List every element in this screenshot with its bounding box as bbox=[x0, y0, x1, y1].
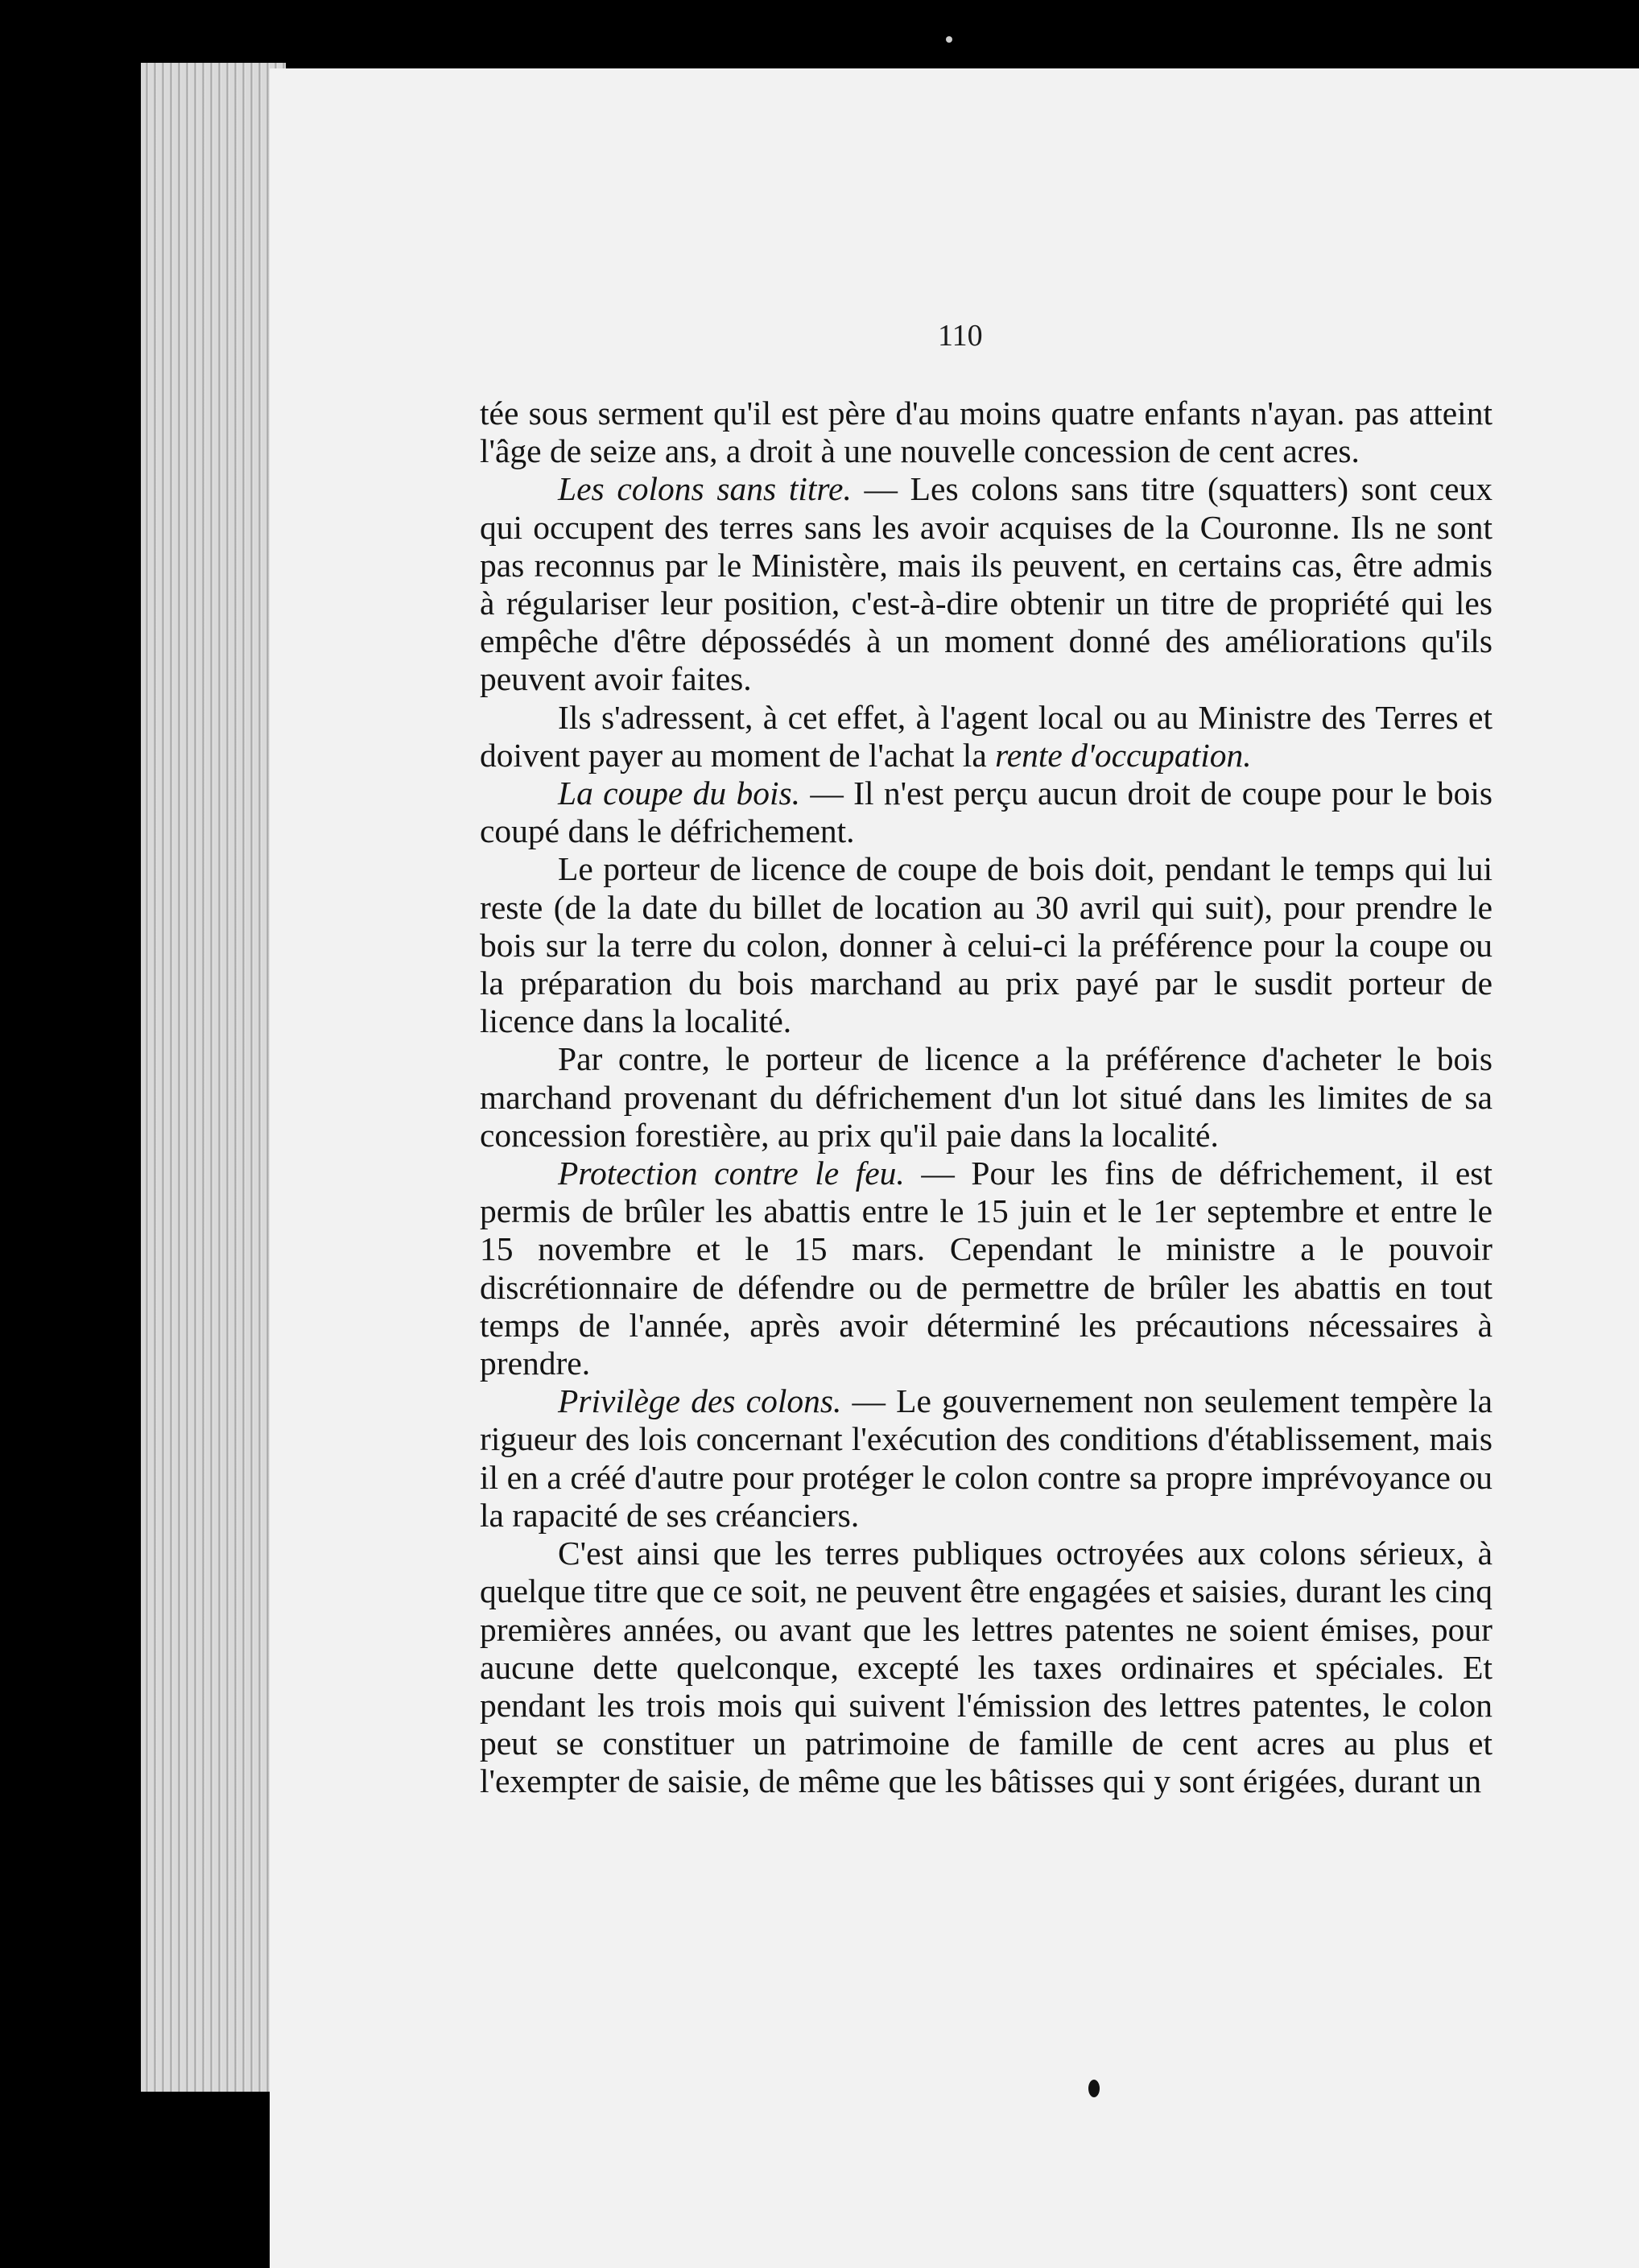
paragraph-terres-publiques bbox=[480, 1535, 1492, 1800]
paragraph-text: — Il n'est perçu aucun droit de coupe pour le bois coupé dans le défrichement. bbox=[480, 775, 1492, 850]
italic-term: rente d'occupation. bbox=[995, 736, 1252, 774]
book-page-edges bbox=[141, 63, 286, 2092]
paragraph-protection-feu bbox=[480, 1155, 1492, 1382]
paragraph-text: C'est ainsi que les terres publiques octroyées aux colons sérieux, à quelque titre que ce soit, ne peuvent être engagées et saisies, durant les cinq premières années, ou avant que les lettres patentes ne soient émises, pour aucune dette quelconque, excepté les taxes ordinaires et spéciales. Et pendant les trois mois qui suivent l'émission des lettres patentes, le colon peut se constituer un patrimoine de famille de cent acres au plus et l'exempter de saisie, de même que les bâtisses qui y sont érigées, durant un bbox=[480, 1535, 1492, 1800]
section-heading: Protection contre le feu. bbox=[558, 1155, 905, 1192]
body-text bbox=[480, 395, 1492, 1801]
paragraph-par-contre bbox=[480, 1040, 1492, 1155]
paragraph-privilege-colons bbox=[480, 1382, 1492, 1535]
paragraph-text: Le porteur de licence de coupe de bois doit, pendant le temps qui lui reste (de la date du billet de location au 30 avril qui suit), pour prendre le bois sur la terre du colon, donner à celui-ci la préférence pour la coupe ou la préparation du bois marchand au prix payé par le susdit porteur de licence dans la localité. bbox=[480, 850, 1492, 1040]
section-heading: La coupe du bois. bbox=[558, 775, 800, 812]
paragraph-coupe-du-bois bbox=[480, 775, 1492, 850]
ink-dot bbox=[1088, 2080, 1100, 2097]
paragraph-colons-sans-titre bbox=[480, 470, 1492, 698]
paragraph-text: — Pour les fins de défrichement, il est permis de brûler les abattis entre le 15 juin et le 1er septembre et entre le 15 novembre et le 15 mars. Cependant le ministre a le pouvoir discrétionnaire de défendre ou de permettre de brûler les abattis en tout temps de l'année, après avoir déterminé les précautions nécessaires à prendre. bbox=[480, 1155, 1492, 1382]
paragraph-text: tée sous serment qu'il est père d'au moins quatre enfants n'ayan. pas atteint l'âge de seize ans, a droit à une nouvelle concession de cent acres. bbox=[480, 395, 1492, 470]
paragraph-text: — Le gouvernement non seulement tempère la rigueur des lois concernant l'exécution des conditions d'établissement, mais il en a créé d'autre pour protéger le colon contre sa propre imprévoyance ou la rapacité de ses créanciers. bbox=[480, 1382, 1492, 1534]
paragraph-text: Ils s'adressent, à cet effet, à l'agent local ou au Ministre des Terres et doivent payer au moment de l'achat la bbox=[480, 698, 1492, 774]
section-heading: Privilège des colons. bbox=[558, 1382, 842, 1420]
page-number: 110 bbox=[938, 319, 983, 353]
paragraph-text: — Les colons sans titre (squatters) sont ceux qui occupent des terres sans les avoir acquises de la Couronne. Ils ne sont pas reconnus par le Ministère, mais ils peuvent, en certains cas, être admis à régulariser leur position, c'est-à-dire obtenir un titre de propriété qui les empêche d'être dépossédés à un moment donné des améliorations qu'ils peuvent avoir faites. bbox=[480, 470, 1492, 698]
paragraph-continuation bbox=[480, 395, 1492, 470]
specks bbox=[946, 36, 952, 43]
section-heading: Les colons sans titre. bbox=[558, 470, 852, 508]
paragraph-text: Par contre, le porteur de licence a la préférence d'acheter le bois marchand provenant du défrichement d'un lot situé dans les limites de sa concession forestière, au prix qu'il paie dans la localité. bbox=[480, 1040, 1492, 1154]
paragraph-porteur-licence bbox=[480, 850, 1492, 1040]
paragraph-adressent bbox=[480, 699, 1492, 775]
